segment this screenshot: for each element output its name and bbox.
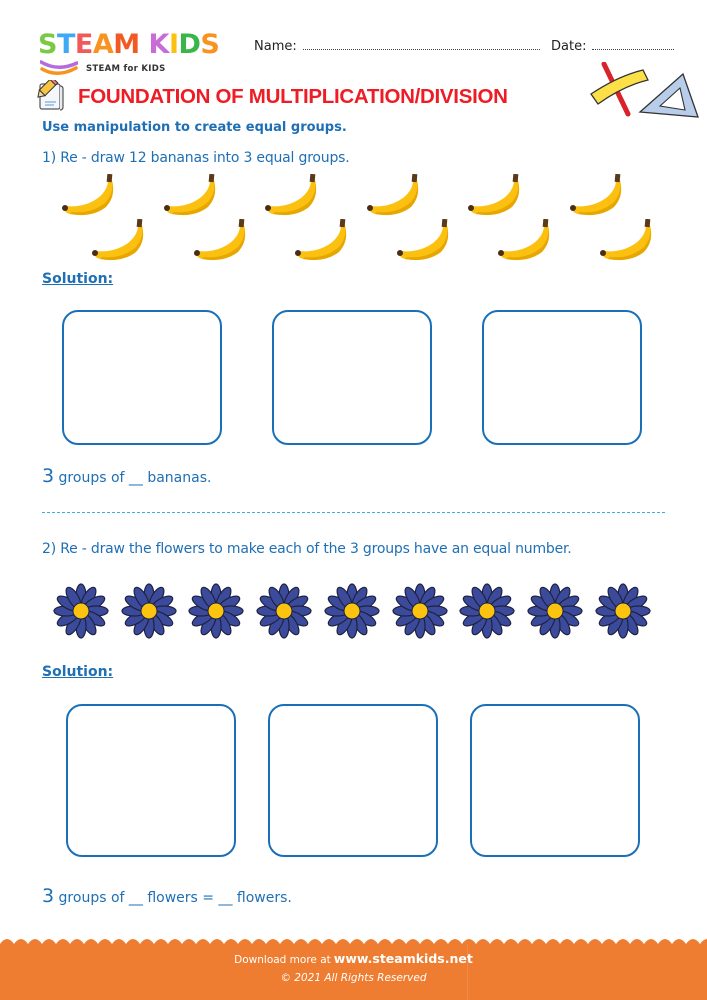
date-label: Date:	[551, 39, 587, 54]
answer-2-prefix: 3	[42, 885, 55, 907]
flower-icon	[459, 583, 515, 639]
banana-icon	[363, 174, 421, 220]
question-2-answer[interactable]	[42, 885, 292, 907]
logo-letter: T	[56, 29, 75, 60]
solution-2-box-3[interactable]	[470, 704, 640, 857]
pencil-paper-icon	[35, 80, 65, 112]
logo-letter: I	[168, 29, 179, 60]
solution-2-box-1[interactable]	[66, 704, 236, 857]
flower-icon	[527, 583, 583, 639]
logo-letter: M	[113, 29, 140, 60]
steam-kids-logo	[38, 30, 238, 75]
section-divider	[42, 512, 665, 513]
solution-1-label: Solution:	[42, 271, 114, 287]
date-input-line[interactable]	[592, 40, 674, 50]
answer-2-text: groups of __ flowers = __ flowers.	[54, 890, 292, 906]
footer-url-link[interactable]: www.steamkids.net	[333, 951, 473, 966]
logo-swoosh-icon	[40, 60, 78, 76]
banana-icon	[464, 174, 522, 220]
banana-icon	[291, 219, 349, 265]
logo-letter	[140, 30, 149, 60]
flower-icon	[188, 583, 244, 639]
answer-1-text: groups of __ bananas.	[54, 470, 212, 486]
footer-download-text: Download more at	[234, 954, 331, 966]
footer-copyright: © 2021 All Rights Reserved	[280, 972, 427, 984]
solution-2-label: Solution:	[42, 664, 114, 680]
worksheet-title: FOUNDATION OF MULTIPLICATION/DIVISION	[78, 85, 508, 108]
banana-icon	[88, 219, 146, 265]
flower-icon	[595, 583, 651, 639]
date-field[interactable]	[551, 39, 674, 54]
logo-wordmark	[38, 30, 219, 60]
solution-1-box-1[interactable]	[62, 310, 222, 445]
logo-letter: A	[92, 29, 114, 60]
banana-icon	[494, 219, 552, 265]
logo-subtitle: STEAM for KIDS	[86, 64, 166, 74]
solution-2-box-2[interactable]	[268, 704, 438, 857]
name-input-line[interactable]	[303, 40, 540, 50]
question-1-text: 1) Re - draw 12 bananas into 3 equal groups.	[42, 150, 350, 166]
flower-icon	[53, 583, 109, 639]
logo-letter: E	[74, 29, 93, 60]
logo-letter: K	[148, 29, 169, 60]
banana-icon	[190, 219, 248, 265]
flower-icon	[121, 583, 177, 639]
question-1-answer[interactable]	[42, 465, 211, 487]
solution-1-box-3[interactable]	[482, 310, 642, 445]
logo-letter: D	[178, 29, 201, 60]
question-2-text: 2) Re - draw the flowers to make each of the 3 groups have an equal number.	[42, 541, 572, 557]
banana-icon	[160, 174, 218, 220]
logo-letter: S	[38, 29, 57, 60]
ruler-pencil-triangle-icon	[588, 62, 706, 120]
banana-icon	[393, 219, 451, 265]
banana-icon	[596, 219, 654, 265]
name-label: Name:	[254, 39, 297, 54]
footer-download	[0, 951, 707, 966]
flower-icon	[324, 583, 380, 639]
banana-icon	[261, 174, 319, 220]
answer-1-prefix: 3	[42, 465, 55, 487]
banana-icon	[566, 174, 624, 220]
flower-icon	[392, 583, 448, 639]
banana-icon	[58, 174, 116, 220]
flower-icon	[256, 583, 312, 639]
name-field[interactable]	[254, 39, 540, 54]
logo-letter: S	[200, 29, 220, 60]
instruction-text: Use manipulation to create equal groups.	[42, 120, 347, 135]
solution-1-box-2[interactable]	[272, 310, 432, 445]
